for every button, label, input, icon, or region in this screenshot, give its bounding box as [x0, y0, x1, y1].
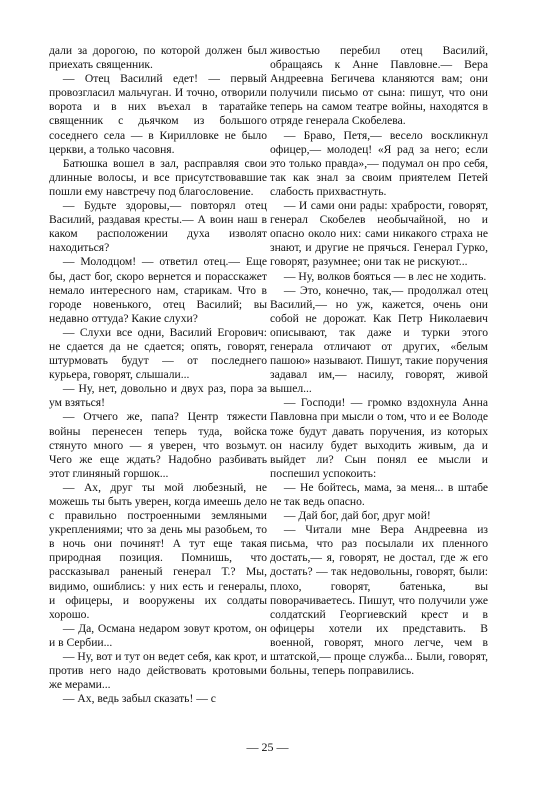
- paragraph: — Ну, нет, довольно и двух раз, пора за ум взяться!: [49, 382, 267, 410]
- paragraph: — Да, Османа недаром зовут кротом, он и в Сербии...: [49, 621, 267, 649]
- paragraph: Батюшка вошел в зал, расправляя свои длинные волосы, и все присутствовавшие пошли ему навстречу под благословение.: [49, 156, 267, 198]
- paragraph: — Ну, волков бояться — в лес не ходить.: [283, 269, 487, 283]
- paragraph: живостью перебил отец Василий, обращаясь к Анне Павловне.— Вера Андреевна Бегичева кланяются вам; они получили письмо от сына: пишут, что они теперь на самом театре войны, находятся в отряде генерала Скобелева.: [270, 44, 488, 128]
- right-text-column: [270, 44, 488, 678]
- paragraph: — Будьте здоровы,— повторял отец Василий, раздавая кресты.— А воин наш в каком расположении духа изволят находиться?: [49, 199, 267, 255]
- paragraph: — Ах, ведь забыл сказать! — с: [62, 692, 216, 706]
- paragraph: — Молодцом! — ответил отец.— Еще бы, даст бог, скоро вернется и порасскажет немало интересного нам, старикам. Что в городе новенького, отец Василий; вы недавно оттуда? Какие слухи?: [49, 255, 267, 325]
- page-number: — 25 —: [246, 740, 289, 754]
- paragraph: — Это, конечно, так,— продолжал отец Василий,— но уж, кажется, очень они собой не дорожат. Как Петр Николаевич описывают, так даже и турки этого генерала отличают от других, «белым пашою» называют. Пишут, такие поручения задавал им,— насилу, говорят, живой вышел...: [270, 283, 488, 396]
- paragraph: — Отец Василий едет! — первый провозгласил мальчуган. И точно, отворили ворота и в них въехал в таратайке священник с дьячком из большого соседнего села — в Кирилловке не было церкви, а только часовня.: [49, 72, 267, 156]
- paragraph: — Отчего же, папа? Центр тяжести войны перенесен теперь туда, войска стянуто много — я уверен, что возьмут. Чего же еще ждать? Надобно разбивать этот глиняный горшок...: [49, 410, 267, 480]
- paragraph: — Господи! — громко вздохнула Анна Павловна при мысли о том, что и ее Володе тоже будут давать поручения, из которых он насилу будет выходить живым, да и выйдет ли? Сын понял ее мысли и поспешил успокоить:: [270, 396, 488, 480]
- paragraph: — Читали мне Вера Андреевна из письма, что раз посылали их пленного достать,— я, говорят, не достал, где ж его достать? — так недовольны, говорят, были: плохо, говорят, батенька, вы поворачиваетесь. Пишут, что получили уже солдатский Георгиевский крест и в офицеры хотели их представить. В военной, говорят, много легче, чем в штатской,— проще служба... Были, говорят, больны, теперь поправились.: [270, 523, 488, 678]
- paragraph: — Слухи все одни, Василий Егорович: не сдается да не сдается; опять, говорят, штурмовать будут — от последнего курьера, говорят, слышали...: [49, 325, 267, 382]
- paragraph: — Браво, Петя,— весело воскликнул офицер,— молодец! «Я рад за него; если это только правда»,— подумал он про себя, так как знал за своим приятелем Петей слабость прихвастнуть.: [270, 128, 488, 198]
- paragraph: — Ах, друг ты мой любезный, не можешь ты быть уверен, когда имеешь дело с правильно построенными земляными укреплениями; что за день мы разобьем, то в ночь они починят! А тут еще такая природная позиция. Помнишь, что рассказывал раненый генерал Т.? Мы, видимо, ошиблись: у них есть и генералы, и офицеры, и вооружены их солдаты хорошо.: [49, 480, 267, 621]
- paragraph: — Ну, вот и тут он ведет себя, как крот, и против него надо действовать кротовыми же мерами...: [49, 650, 267, 692]
- paragraph: — Дай бог, дай бог, друг мой!: [283, 509, 431, 523]
- paragraph: — И сами они рады: храбрости, говорят, генерал Скобелев необычайной, но и опасно около них: сами никакого страха не знают, и другие не прячься. Генерал Гурко, говорят, разумнее; они так не рискуют...: [270, 199, 488, 269]
- paragraph: — Не бойтесь, мама, за меня... в штабе не так ведь опасно.: [270, 480, 488, 508]
- left-text-column: [49, 44, 267, 706]
- paragraph: дали за дорогою, по которой должен был приехать священник.: [49, 44, 267, 72]
